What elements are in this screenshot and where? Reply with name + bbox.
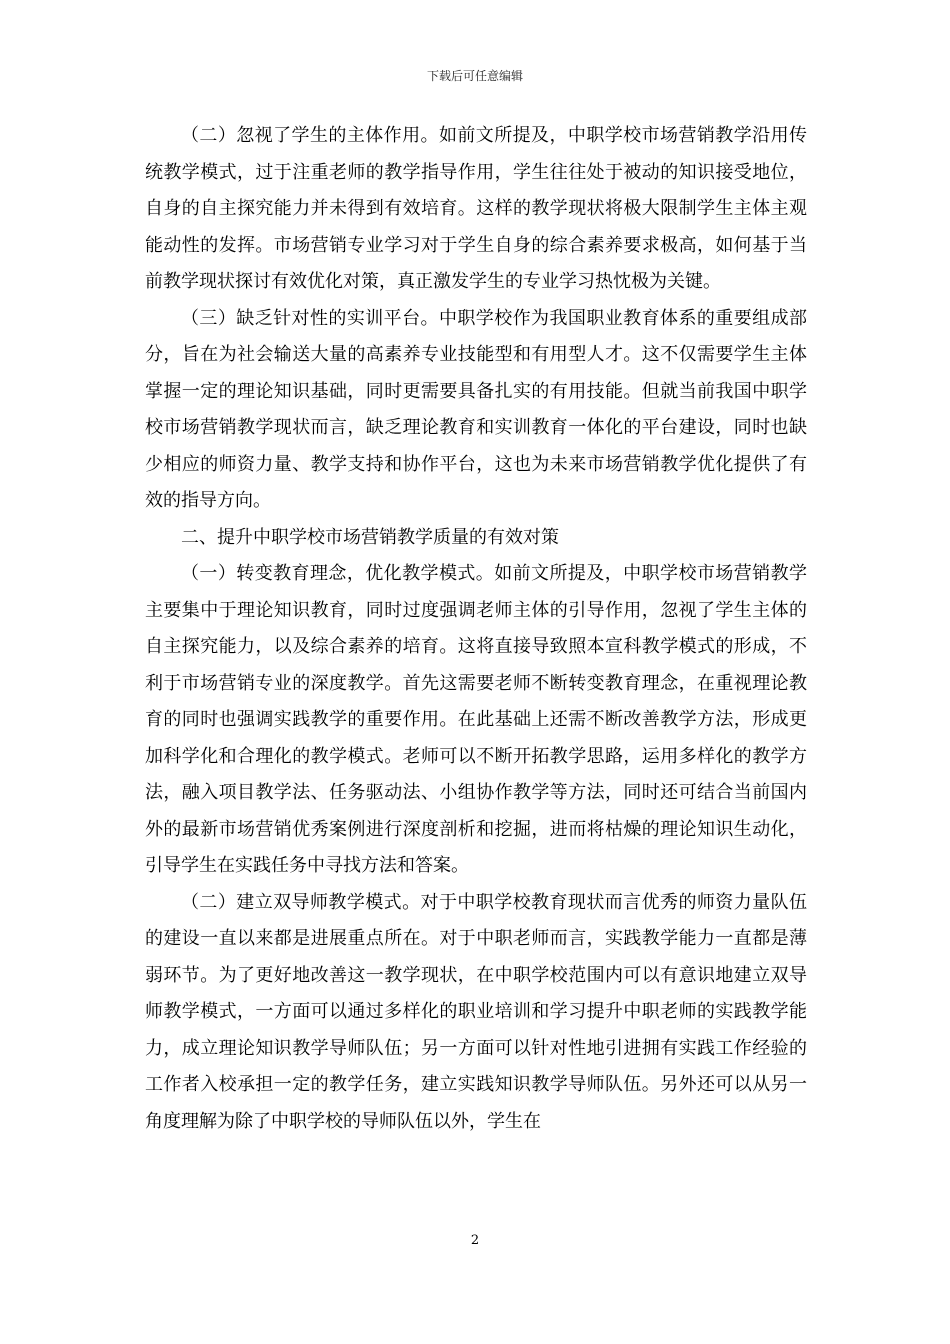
body-paragraph: （二）忽视了学生的主体作用。如前文所提及，中职学校市场营销教学沿用传统教学模式，过于注重老师的教学指导作用，学生往往处于被动的知识接受地位，自身的自主探究能力并未得到有效培育。这样的教学现状将极大限制学生主体主观能动性的发挥。市场营销专业学习对于学生自身的综合素养要求极高，如何基于当前教学现状探讨有效优化对策，真正激发学生的专业学习热忱极为关键。 (145, 125, 807, 292)
document-body (145, 118, 807, 1140)
section-heading: 二、提升中职学校市场营销教学质量的有效对策 (181, 526, 559, 548)
body-paragraph: （二）建立双导师教学模式。对于中职学校教育现状而言优秀的师资力量队伍的建设一直以来都是进展重点所在。对于中职老师而言，实践教学能力一直都是薄弱环节。为了更好地改善这一教学现状，在中职学校范围内可以有意识地建立双导师教学模式，一方面可以通过多样化的职业培训和学习提升中职老师的实践教学能力，成立理论知识教学导师队伍；另一方面可以针对性地引进拥有实践工作经验的工作者入校承担一定的教学任务，建立实践知识教学导师队伍。另外还可以从另一角度理解为除了中职学校的导师队伍以外，学生在 (145, 891, 807, 1132)
page-number: 2 (470, 1233, 480, 1248)
body-paragraph: （三）缺乏针对性的实训平台。中职学校作为我国职业教育体系的重要组成部分，旨在为社会输送大量的高素养专业技能型和有用型人才。这不仅需要学生主体掌握一定的理论知识基础，同时更需要具备扎实的有用技能。但就当前我国中职学校市场营销教学现状而言，缺乏理论教育和实训教育一体化的平台建设，同时也缺少相应的师资力量、教学支持和协作平台，这也为未来市场营销教学优化提供了有效的指导方向。 (145, 307, 807, 511)
body-paragraph: （一）转变教育理念，优化教学模式。如前文所提及，中职学校市场营销教学主要集中于理论知识教育，同时过度强调老师主体的引导作用，忽视了学生主体的自主探究能力，以及综合素养的培育。这将直接导致照本宣科教学模式的形成，不利于市场营销专业的深度教学。首先这需要老师不断转变教育理念，在重视理论教育的同时也强调实践教学的重要作用。在此基础上还需不断改善教学方法，形成更加科学化和合理化的教学模式。老师可以不断开拓教学思路，运用多样化的教学方法，融入项目教学法、任务驱动法、小组协作教学等方法，同时还可结合当前国内外的最新市场营销优秀案例进行深度剖析和挖掘，进而将枯燥的理论知识生动化，引导学生在实践任务中寻找方法和答案。 (145, 563, 807, 876)
page-header-note: 下载后可任意编辑 (426, 69, 523, 83)
